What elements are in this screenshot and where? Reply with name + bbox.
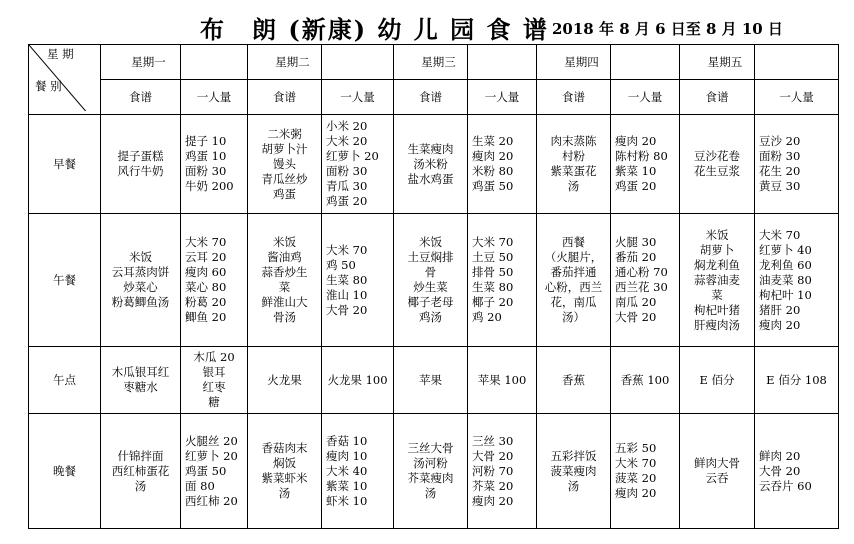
meal-label: 午餐 <box>29 214 101 347</box>
title-bar <box>0 0 854 44</box>
day-header-mon: 星期一 <box>101 45 181 80</box>
quantity-cell: 三丝 30 大骨 20 河粉 70 芥菜 20 瘦肉 20 <box>468 414 537 529</box>
recipe-cell: 二米粥 胡萝卜汁 馒头 青瓜丝炒 鸡蛋 <box>248 115 322 214</box>
quantity-cell: 提子 10 鸡蛋 10 面粉 30 牛奶 200 <box>181 115 248 214</box>
subheader-qty: 一人量 <box>468 80 537 115</box>
quantity-cell: 大米 70 土豆 50 排骨 50 生菜 80 椰子 20 鸡 20 <box>468 214 537 347</box>
recipe-cell: 米饭 云耳蒸肉饼 炒菜心 粉葛鲫鱼汤 <box>101 214 181 347</box>
recipe-cell: 肉末蒸陈 村粉 紫菜蛋花 汤 <box>537 115 611 214</box>
quantity-cell: 香菇 10 瘦肉 10 大米 40 紫菜 10 虾米 10 <box>322 414 394 529</box>
recipe-cell: 香蕉 <box>537 347 611 414</box>
quantity-cell: 香蕉 100 <box>611 347 680 414</box>
quantity-cell: 瘦肉 20 陈村粉 80 紫菜 10 鸡蛋 20 <box>611 115 680 214</box>
quantity-cell: 火龙果 100 <box>322 347 394 414</box>
subheader-qty: 一人量 <box>611 80 680 115</box>
subheader-qty: 一人量 <box>322 80 394 115</box>
subheader-qty: 一人量 <box>755 80 839 115</box>
meal-label: 午点 <box>29 347 101 414</box>
recipe-cell: 提子蛋糕 风行牛奶 <box>101 115 181 214</box>
day-header-tue: 星期二 <box>248 45 322 80</box>
recipe-cell: 火龙果 <box>248 347 322 414</box>
quantity-cell: 豆沙 20 面粉 30 花生 20 黄豆 30 <box>755 115 839 214</box>
recipe-cell: 五彩拌饭 菠菜瘦肉 汤 <box>537 414 611 529</box>
subheader-recipe: 食谱 <box>537 80 611 115</box>
quantity-cell: 生菜 20 瘦肉 20 米粉 80 鸡蛋 50 <box>468 115 537 214</box>
meal-label: 早餐 <box>29 115 101 214</box>
dinner-row <box>29 414 839 529</box>
recipe-cell: 三丝大骨 汤河粉 芥菜瘦肉 汤 <box>394 414 468 529</box>
quantity-cell: 大米 70 鸡 50 生菜 80 淮山 10 大骨 20 <box>322 214 394 347</box>
recipe-cell: 苹果 <box>394 347 468 414</box>
subheader-recipe: 食谱 <box>394 80 468 115</box>
date-range: 2018 年 8 月 6 日至 8 月 10 日 <box>552 20 783 38</box>
subheader-recipe: 食谱 <box>680 80 755 115</box>
recipe-cell: 豆沙花卷 花生豆浆 <box>680 115 755 214</box>
quantity-cell: 火腿 30 番茄 20 通心粉 70 西兰花 30 南瓜 20 大骨 20 <box>611 214 680 347</box>
recipe-cell: 鲜肉大骨 云吞 <box>680 414 755 529</box>
recipe-cell: 米饭 胡萝卜 焖龙利鱼 蒜蓉油麦 菜 枸杞叶猪 肝瘦肉汤 <box>680 214 755 347</box>
subheader-recipe: 食谱 <box>248 80 322 115</box>
subheader-qty: 一人量 <box>181 80 248 115</box>
recipe-cell: 米饭 土豆焖排 骨 炒生菜 椰子老母 鸡汤 <box>394 214 468 347</box>
day-header-thu: 星期四 <box>537 45 611 80</box>
corner-label-weekday: 星 期 <box>47 47 74 61</box>
day-header-fri: 星期五 <box>680 45 755 80</box>
quantity-cell: 五彩 50 大米 70 菠菜 20 瘦肉 20 <box>611 414 680 529</box>
recipe-cell: 木瓜银耳红 枣糖水 <box>101 347 181 414</box>
recipe-cell: 生菜瘦肉 汤米粉 盐水鸡蛋 <box>394 115 468 214</box>
corner-label-meal: 餐 别 <box>35 79 62 93</box>
recipe-cell: 香菇肉末 焖饭 紫菜虾米 汤 <box>248 414 322 529</box>
quantity-cell: 大米 70 云耳 20 瘦肉 60 菜心 80 粉葛 20 鲫鱼 20 <box>181 214 248 347</box>
recipe-cell: 西餐 （火腿片， 番茄拌通 心粉，西兰 花，南瓜 汤） <box>537 214 611 347</box>
corner-cell <box>29 45 101 115</box>
snack-row <box>29 347 839 414</box>
menu-table <box>28 44 839 529</box>
quantity-cell: 大米 70 红萝卜 40 龙利鱼 60 油麦菜 80 枸杞叶 10 猪肝 20 瘦肉 20 <box>755 214 839 347</box>
lunch-row <box>29 214 839 347</box>
day-header-wed: 星期三 <box>394 45 468 80</box>
page-title: 布 朗 (新康) 幼 儿 园 食 谱 <box>200 15 549 44</box>
day-header-row <box>29 45 839 80</box>
quantity-cell: 小米 20 大米 20 红萝卜 20 面粉 30 青瓜 30 鸡蛋 20 <box>322 115 394 214</box>
quantity-cell: 鲜肉 20 大骨 20 云吞片 60 <box>755 414 839 529</box>
breakfast-row <box>29 115 839 214</box>
recipe-cell: 米饭 酱油鸡 蒜香炒生 菜 鲜淮山大 骨汤 <box>248 214 322 347</box>
recipe-cell: 什锦拌面 西红柿蛋花 汤 <box>101 414 181 529</box>
meal-label: 晚餐 <box>29 414 101 529</box>
quantity-cell: 火腿丝 20 红萝卜 20 鸡蛋 50 面 80 西红柿 20 <box>181 414 248 529</box>
subheader-recipe: 食谱 <box>101 80 181 115</box>
recipe-cell: E 佰分 <box>680 347 755 414</box>
quantity-cell: 木瓜 20 银耳 红枣 糖 <box>181 347 248 414</box>
quantity-cell: 苹果 100 <box>468 347 537 414</box>
quantity-cell: E 佰分 108 <box>755 347 839 414</box>
subheader-row <box>29 80 839 115</box>
